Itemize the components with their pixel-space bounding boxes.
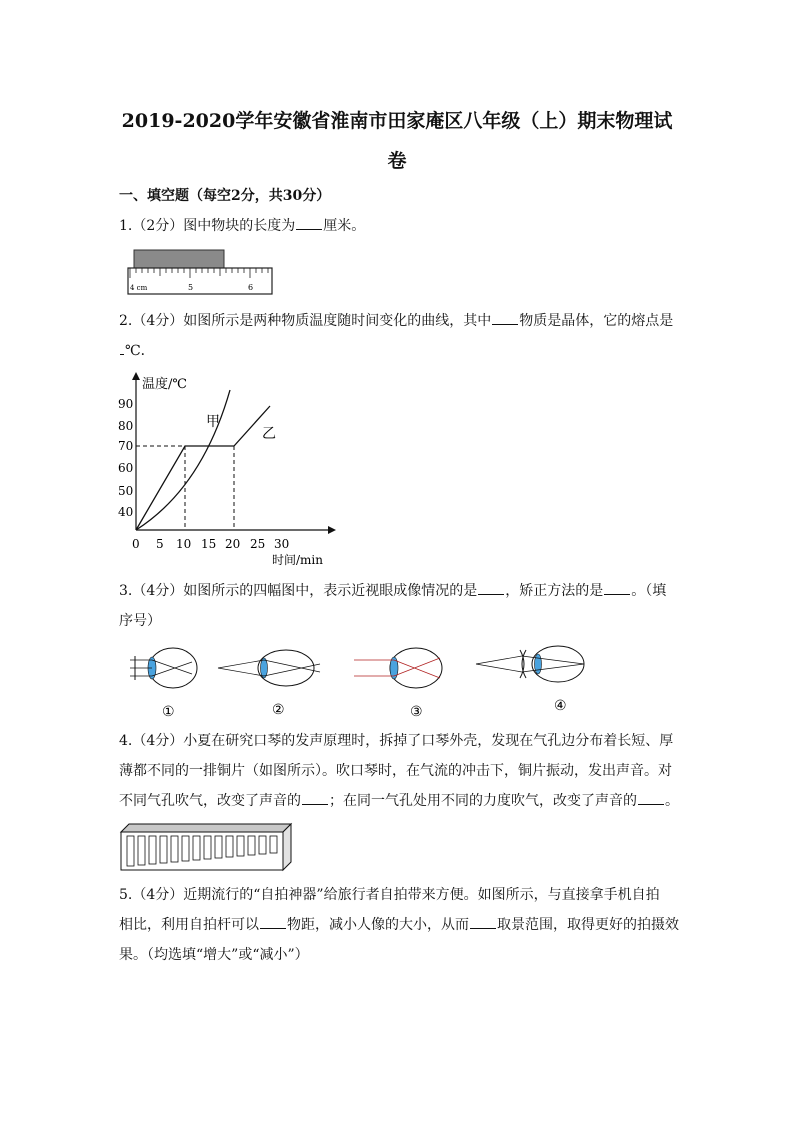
q5-line2-c: 取景范围，取得更好的拍摄效 [497, 917, 679, 933]
eye-diagram-4 [476, 646, 584, 682]
eye-label-2: ② [272, 702, 285, 718]
q4-line3-b: ；在同一气孔处用不同的力度吹气，改变了声音的 [329, 793, 637, 809]
curve-label-yi: 乙 [262, 426, 276, 442]
x-tick-30: 30 [274, 537, 290, 551]
q3-tail: 。（填 [631, 583, 667, 599]
q2-unit: ℃． [125, 343, 155, 359]
question-2 [119, 306, 679, 366]
page-title-line1: 2019-2020学年安徽省淮南市田家庵区八年级（上）期末物理试 [121, 110, 673, 132]
x-axis-arrow [328, 526, 336, 534]
x-axis-label: 时间/min [272, 553, 323, 567]
q3-lead: 3.（4分）如图所示的四幅图中，表示近视眼成像情况的是 [119, 583, 478, 599]
y-tick-40: 40 [118, 505, 134, 519]
harmonica-reeds-figure [119, 822, 293, 872]
q4-blank-2 [638, 790, 664, 805]
x-tick-25: 25 [250, 537, 266, 551]
q1-lead: 1.（2分）图中物块的长度为 [119, 218, 296, 234]
q5-line2-b: 物距，减小人像的大小，从而 [287, 917, 469, 933]
curve-label-jia: 甲 [206, 414, 220, 430]
q1-tail: 厘米。 [323, 218, 366, 234]
ruler-label-6: 6 [248, 283, 254, 292]
q5-blank-2 [470, 914, 496, 929]
q4-line1: 4.（4分）小夏在研究口琴的发声原理时，拆掉了口琴外壳，发现在气孔边分布着长短、厚 [119, 733, 674, 749]
question-4 [119, 726, 679, 816]
q4-line2: 薄都不同的一排铜片（如图所示）。吹口琴时，在气流的冲击下，铜片振动，发出声音。对 [119, 763, 672, 779]
eye-label-4: ④ [554, 698, 567, 714]
q3-blank-2 [604, 580, 630, 595]
question-1 [119, 211, 679, 241]
eye-diagrams [126, 644, 596, 722]
section-heading: 一、填空题（每空2分，共30分） [119, 188, 331, 204]
y-tick-90: 90 [118, 397, 134, 411]
curve-yi [136, 406, 270, 530]
q4-line3-c: 。 [665, 793, 679, 809]
eye-label-3: ③ [410, 704, 423, 720]
x-tick-20: 20 [225, 537, 241, 551]
y-tick-50: 50 [118, 484, 134, 498]
q3-line2: 序号） [119, 613, 161, 629]
y-tick-80: 80 [118, 419, 134, 433]
q5-line3: 果。（均选填“增大”或“减小”） [119, 947, 309, 963]
q5-line2-a: 相比，利用自拍杆可以 [119, 917, 259, 933]
reed-plate-top [121, 824, 291, 832]
q3-blank-1 [478, 580, 504, 595]
x-tick-10: 10 [176, 537, 192, 551]
q2-blank-1 [492, 310, 518, 325]
temperature-graph [112, 368, 342, 573]
y-axis-arrow [132, 372, 140, 380]
page-title-line2: 卷 [387, 150, 407, 172]
q4-line3-a: 不同气孔吹气，改变了声音的 [119, 793, 301, 809]
ruler-label-5: 5 [188, 283, 194, 292]
x-tick-15: 15 [201, 537, 217, 551]
eye-diagram-3 [354, 648, 442, 688]
q1-blank [296, 215, 322, 230]
q2-blank-2 [120, 340, 124, 355]
q2-mid: 物质是晶体，它的熔点是 [519, 313, 674, 329]
eye-diagram-2 [218, 650, 320, 686]
question-3 [119, 576, 679, 636]
y-axis-label: 温度/℃ [142, 377, 187, 392]
eye-diagram-1 [130, 648, 197, 688]
q5-line1: 5.（4分）近期流行的“自拍神器”给旅行者自拍带来方便。如图所示，与直接拿手机自拍 [119, 887, 660, 903]
q3-mid: ，矫正方法的是 [505, 583, 604, 599]
ruler-label-4: 4 cm [130, 284, 148, 292]
q2-lead: 2.（4分）如图所示是两种物质温度随时间变化的曲线，其中 [119, 313, 492, 329]
q4-blank-1 [302, 790, 328, 805]
ruler-figure [126, 246, 274, 296]
x-tick-0: 0 [132, 537, 140, 551]
eye-label-1: ① [162, 704, 175, 720]
x-tick-5: 5 [156, 537, 164, 551]
curve-jia [136, 390, 230, 530]
y-tick-60: 60 [118, 461, 134, 475]
q5-blank-1 [260, 914, 286, 929]
question-5 [119, 880, 679, 970]
reed-plate-side [283, 824, 291, 870]
y-tick-70: 70 [118, 439, 134, 453]
block [134, 250, 224, 270]
